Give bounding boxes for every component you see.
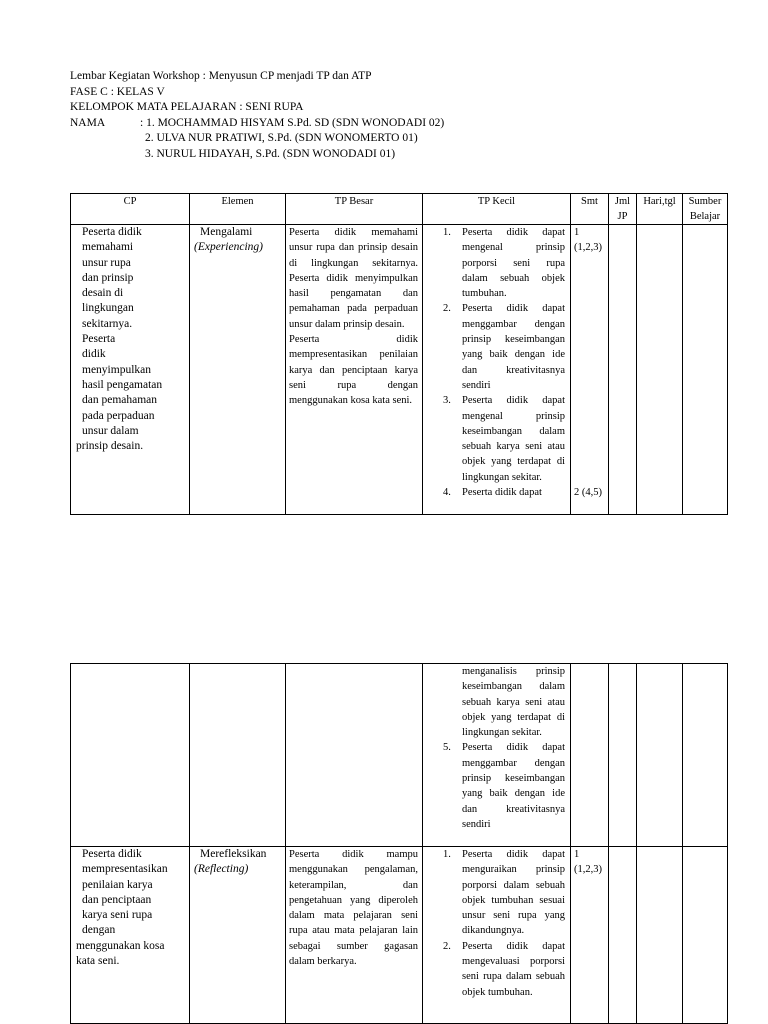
col-jml-jp <box>609 194 637 225</box>
cp-line: dengan <box>82 924 116 937</box>
table-row <box>71 847 728 1024</box>
cp-line: memahami <box>82 241 134 254</box>
smt-value: (1,2,3) <box>574 242 602 254</box>
col-sumber-belajar <box>683 194 728 225</box>
col-sumber-line2: Belajar <box>689 211 721 222</box>
cp-line: dan penciptaan <box>82 893 152 906</box>
col-tp-kecil: TP Kecil <box>423 194 571 225</box>
kelompok-mapel: KELOMPOK MATA PELAJARAN : SENI RUPA <box>70 101 304 113</box>
elemen-english: (Experiencing) <box>194 241 263 254</box>
cp-line: Peserta didik <box>82 226 142 238</box>
tp-kecil-cell <box>423 664 571 847</box>
cp-line: didik <box>82 348 106 361</box>
cp-line: unsur dalam <box>82 424 139 437</box>
cp-line: desain di <box>82 287 124 300</box>
col-sumber-line1: Sumber <box>688 196 722 207</box>
item-number: 1. <box>443 227 451 238</box>
jml-jp-cell <box>609 664 637 847</box>
cp-line: dan prinsip <box>82 271 134 284</box>
tp-besar-cell <box>286 225 423 515</box>
item-text: Peserta didik dapat mengenal prinsip keseimbangan dalam sebuah karya seni atau objek yang terdapat di lingkungan sekitar. <box>462 395 565 483</box>
table-row <box>71 664 728 847</box>
elemen-cell <box>190 225 286 515</box>
list-item <box>423 301 565 393</box>
elemen-english: (Reflecting) <box>194 863 249 876</box>
item-number: 4. <box>443 487 451 499</box>
jml-jp-cell <box>609 847 637 1024</box>
cp-line: menggunakan kosa <box>76 939 165 952</box>
cp-line: unsur rupa <box>82 256 131 269</box>
cp-line: menyimpulkan <box>82 363 151 376</box>
item-text: Peserta didik dapat mengenal prinsip porporsi seni rupa dalam sebuah objek tumbuhan. <box>462 227 565 300</box>
cp-line: hasil pengamatan <box>82 378 163 391</box>
hari-tgl-cell <box>637 847 683 1024</box>
elemen-cell <box>190 664 286 847</box>
atp-table-page-1 <box>70 193 728 515</box>
cp-cell <box>71 664 190 847</box>
col-tp-besar: TP Besar <box>286 194 423 225</box>
item-number: 2. <box>443 940 451 952</box>
tp-kecil-cell <box>423 225 571 515</box>
nama-1: : 1. MOCHAMMAD HISYAM S.Pd. SD (SDN WONODADI 02) <box>140 116 445 129</box>
item-number: 5. <box>443 742 451 754</box>
tp-besar-text: Peserta didik mempresentasikan penilaian karya dan penciptaan karya seni rupa dengan menggunakan kosa kata seni. <box>289 334 418 407</box>
cp-cell <box>71 847 190 1024</box>
item-number: 1. <box>443 849 451 860</box>
cp-line: Peserta <box>82 333 116 346</box>
cp-line: dan pemahaman <box>82 394 158 407</box>
nama-2: 2. ULVA NUR PRATIWI, S.Pd. (SDN WONOMERTO 01) <box>145 132 418 144</box>
list-item-continued <box>423 664 565 740</box>
sumber-belajar-cell <box>683 225 728 515</box>
cp-cell <box>71 225 190 515</box>
cp-line: prinsip desain. <box>76 440 144 453</box>
table-row <box>71 225 728 515</box>
smt-value: 1 <box>574 849 580 860</box>
col-cp: CP <box>71 194 190 225</box>
nama-3: 3. NURUL HIDAYAH, S.Pd. (SDN WONODADI 01) <box>145 147 396 160</box>
smt-value: (1,2,3) <box>574 864 602 876</box>
cp-line: pada perpaduan <box>82 409 155 422</box>
document-header <box>70 69 444 162</box>
smt-cell <box>571 664 609 847</box>
col-jml-line1: Jml <box>614 196 631 207</box>
nama-row <box>70 116 444 132</box>
smt-value: 1 <box>574 227 580 238</box>
col-jml-line2: JP <box>617 211 628 222</box>
item-text: Peserta didik dapat menggambar dengan prinsip keseimbangan yang baik dengan ide dan kreativitasnya sendiri <box>462 303 565 391</box>
nama-label: NAMA <box>70 116 106 129</box>
tp-besar-cell <box>286 847 423 1024</box>
fase-kelas: FASE C : KELAS V <box>70 85 165 98</box>
tp-kecil-cell <box>423 847 571 1024</box>
cp-line: mempresentasikan <box>82 863 168 876</box>
tp-besar-text: Peserta didik mampu menggunakan pengalaman, keterampilan, dan pengetahuan yang diperoleh dalam mata pelajaran seni rupa atau mata pelajaran lain sebagai sumber gagasan dalam berkarya. <box>289 849 418 968</box>
item-text: Peserta didik dapat mengevaluasi porporsi seni rupa dalam sebuah objek tumbuhan. <box>462 940 565 998</box>
elemen-name: Merefleksikan <box>200 848 267 860</box>
jml-jp-cell <box>609 225 637 515</box>
workshop-title: Lembar Kegiatan Workshop : Menyusun CP menjadi TP dan ATP <box>70 70 372 82</box>
sumber-belajar-cell <box>683 664 728 847</box>
list-item <box>423 939 565 1000</box>
col-elemen: Elemen <box>190 194 286 225</box>
elemen-name: Mengalami <box>200 226 253 238</box>
list-item <box>423 740 565 832</box>
table-header-row <box>71 194 728 225</box>
item-number: 2. <box>443 303 451 315</box>
smt-cell <box>571 225 609 515</box>
cp-line: Peserta didik <box>82 848 142 860</box>
tp-besar-text: Peserta didik memahami unsur rupa dan prinsip desain di lingkungan sekitarnya. Peserta didik menyimpulkan hasil pengamatan dan pemahaman pada perpaduan unsur dalam prinsip desain. <box>289 227 418 330</box>
cp-line: karya seni rupa <box>82 909 153 922</box>
list-item <box>423 847 565 939</box>
item-number: 3. <box>443 395 451 407</box>
list-item <box>423 393 565 485</box>
list-item <box>423 485 565 500</box>
cp-line: lingkungan <box>82 302 134 315</box>
item-text: Peserta didik dapat menggambar dengan prinsip keseimbangan yang baik dengan ide dan kreativitasnya sendiri <box>462 742 565 830</box>
smt-cell <box>571 847 609 1024</box>
item-text: Peserta didik dapat <box>462 487 542 499</box>
hari-tgl-cell <box>637 664 683 847</box>
hari-tgl-cell <box>637 225 683 515</box>
cp-line: kata seni. <box>76 955 120 968</box>
item-text: menganalisis prinsip keseimbangan dalam sebuah karya seni atau objek yang terdapat di lingkungan sekitar. <box>462 666 565 739</box>
tp-besar-cell <box>286 664 423 847</box>
list-item <box>423 225 565 301</box>
elemen-cell <box>190 847 286 1024</box>
atp-table-page-2 <box>70 663 728 1024</box>
cp-line: sekitarnya. <box>82 317 133 330</box>
col-smt: Smt <box>571 194 609 225</box>
cp-line: penilaian karya <box>82 878 153 891</box>
col-hari-tgl: Hari,tgl <box>637 194 683 225</box>
sumber-belajar-cell <box>683 847 728 1024</box>
smt-value: 2 (4,5) <box>574 487 602 498</box>
item-text: Peserta didik dapat menguraikan prinsip porporsi dalam sebuah objek tumbuhan sesuai unsur seni rupa yang dikandungnya. <box>462 849 565 937</box>
